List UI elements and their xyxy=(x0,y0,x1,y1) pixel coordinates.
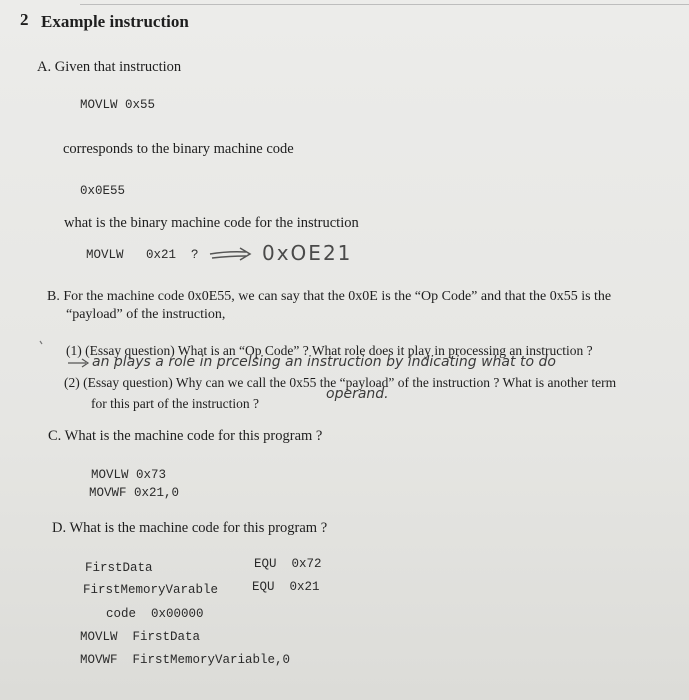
part-c-code-line-1: MOVLW 0x73 xyxy=(91,468,167,482)
part-b-question2: (2) (Essay question) Why can we call the 0x55 the “payload” of the instruction ? What is another term xyxy=(64,375,617,390)
part-b-question1: (1) (Essay question) What is an “Op Code” ? What role does it play in processing an instruction ? xyxy=(66,343,593,358)
answer-b1-arrow-icon xyxy=(68,359,88,367)
part-d-label: D. What is the machine code for this program ? xyxy=(52,520,328,536)
part-b-line1: B. For the machine code 0x0E55, we can say that the 0x0E is the “Op Code” and that the 0x55 is the xyxy=(47,289,612,304)
handwritten-answer-a: 0xOE21 xyxy=(262,241,353,265)
part-d-code-line: code 0x00000 xyxy=(106,607,204,621)
handwritten-answer-b1: an plays a role in prcelsing an instruction by indicating what to do xyxy=(92,354,556,370)
part-b-question2-cont: for this part of the instruction ? xyxy=(91,396,259,411)
part-a-question: what is the binary machine code for the instruction xyxy=(64,215,359,231)
part-c-code-line-2: MOVWF 0x21,0 xyxy=(89,486,180,500)
part-a-code: 0x0E55 xyxy=(80,184,126,198)
part-a-corresponds: corresponds to the binary machine code xyxy=(63,141,294,157)
handwritten-answer-b2: operand. xyxy=(326,386,389,402)
part-c-label: C. What is the machine code for this program ? xyxy=(48,428,323,444)
part-d-firstmem: FirstMemoryVarable xyxy=(83,583,219,597)
part-d-firstmem-value: EQU 0x21 xyxy=(252,580,320,594)
part-a-instruction: MOVLW 0x55 xyxy=(80,98,156,112)
margin-tick-icon xyxy=(40,341,42,344)
part-b-line2: “payload” of the instruction, xyxy=(66,307,226,322)
section-number: 2 xyxy=(20,10,29,29)
part-d-firstdata-value: EQU 0x72 xyxy=(254,557,322,571)
part-a-label: A. Given that instruction xyxy=(37,59,182,75)
part-d-movlw: MOVLW FirstData xyxy=(80,630,201,644)
part-d-firstdata: FirstData xyxy=(85,561,153,575)
part-d-movwf: MOVWF FirstMemoryVariable,0 xyxy=(80,653,291,667)
section-title: Example instruction xyxy=(41,12,189,31)
answer-arrow-icon xyxy=(210,252,246,254)
part-a-ask-instruction: MOVLW 0x21 ? xyxy=(86,248,199,262)
